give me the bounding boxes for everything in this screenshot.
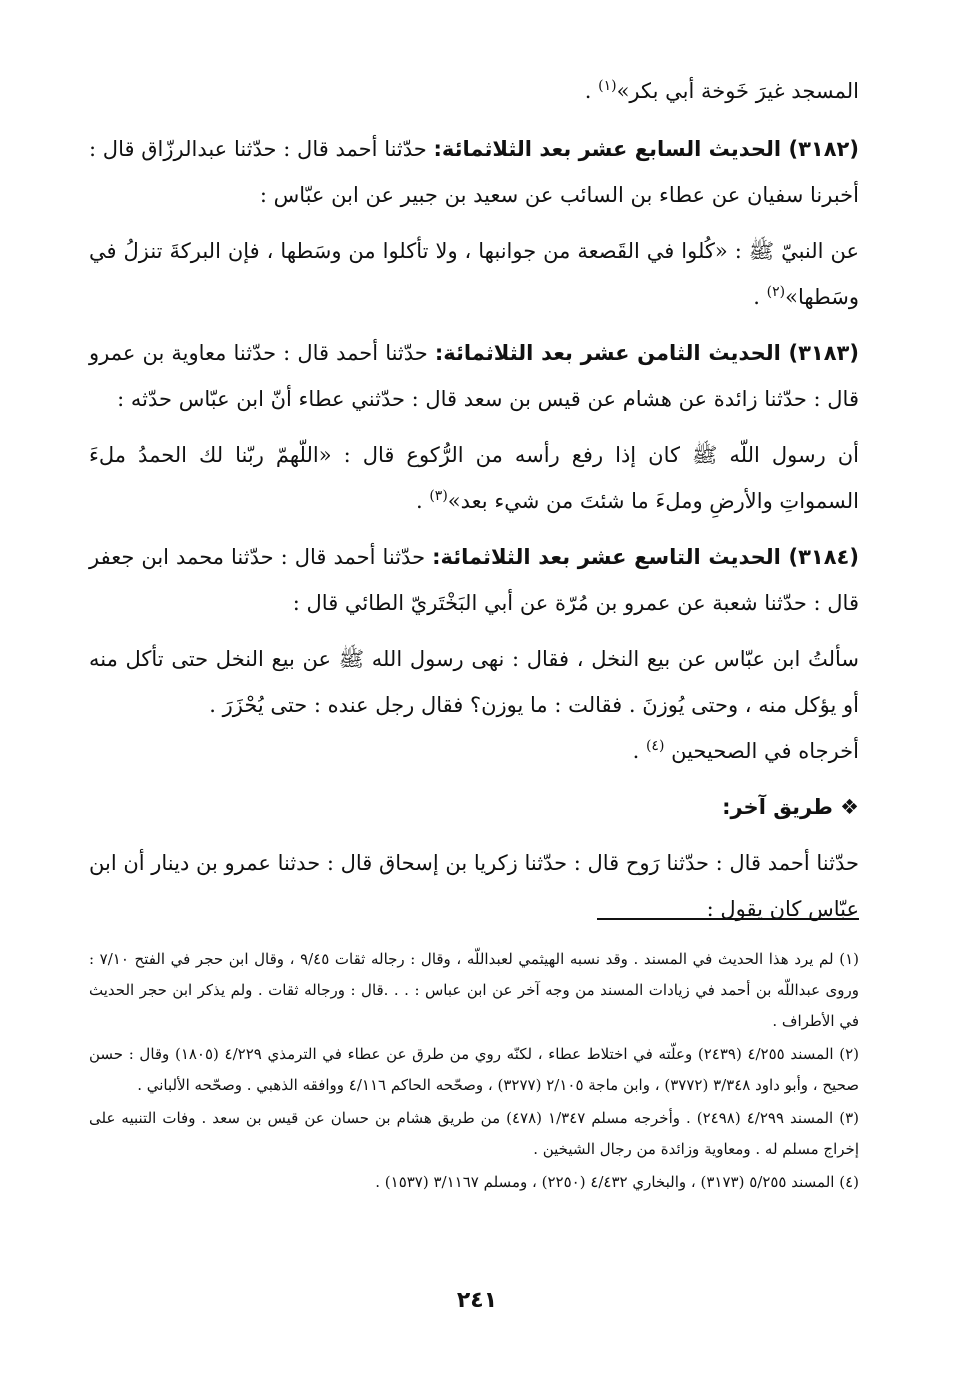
subheading-another-route: ❖ طريق آخر:: [722, 795, 859, 819]
footnote-4: (٤) المسند ٥/٢٥٥ (٣١٧٣) ، والبخاري ٤/٤٣٢ (٢٢٥٠) ، ومسلم ٣/١١٦٧ (١٥٣٧) .: [375, 1173, 859, 1191]
footnote-ref-2[interactable]: (٢): [766, 284, 786, 300]
footnote-1: (١) لم يرد هذا الحديث في المسند . وقد نسبه الهيثمي لعبداللّه ، وقال : رجاله ثقات ٩/٤٥ ، وقال ابن حجر في الفتح ٧/١٠ : وروى عبداللّه بن أحمد في زيادات المسند من وجه آخر عن ابن عباس : . . .قال : ورجاله ثقات . ولم يذكر ابن حجر الحديث في الأطراف .: [89, 950, 859, 1030]
hadith-3184-takhrij: أخرجاه في الصحيحين $^{(٤)}$ .: [632, 738, 859, 763]
main-text: [89, 68, 859, 942]
hadith-3184-isnad: (٣١٨٤) الحديث التاسع عشر بعد الثلاثمائة: حدّثنا أحمد قال : حدّثنا محمد ابن جعفر قال : حدّثنا شعبة عن عمرو بن مُرّة عن أبي البَخْتَريّ الطائي قال :: [89, 545, 859, 615]
hadith-3182-heading: (٣١٨٢) الحديث السابع عشر بعد الثلاثمائة:: [433, 137, 859, 161]
page-number: ٢٤١: [456, 1288, 498, 1313]
hadith-3183-isnad: (٣١٨٣) الحديث الثامن عشر بعد الثلاثمائة: حدّثنا أحمد قال : حدّثنا معاوية بن عمرو قال : حدّثنا زائدة عن هشام عن قيس بن سعد قال : حدّثني عطاء أنّ ابن عبّاس حدّثه :: [89, 341, 859, 411]
paragraph-another-route: حدّثنا أحمد قال : حدّثنا رَوح قال : حدّثنا زكريا بن إسحاق قال : حدثنا عمرو بن دينار أن ابن عبّاس كان يقول :: [89, 851, 859, 921]
hadith-3184-heading: (٣١٨٤) الحديث التاسع عشر بعد الثلاثمائة:: [432, 545, 859, 569]
footnote-ref-1[interactable]: (١): [598, 78, 617, 94]
footnote-ref-3[interactable]: (٣): [429, 488, 448, 504]
footnote-2: (٢) المسند ٤/٢٥٥ (٢٤٣٩) وعلّته في اختلاط عطاء ، لكنّه روي من طرق عن عطاء في الترمذي ٤/٢٢٩ (١٨٠٥) وقال : حسن صحيح ، وأبو داود ٣/٣٤٨ (٣٧٧٢) ، وابن ماجة ٢/١٠٥ (٣٢٧٧) ، وصحّحه الحاكم ٤/١١٦ ووافقه الذهبي . وصحّحه الألباني .: [89, 1045, 859, 1094]
footnote-3: (٣) المسند ٤/٢٩٩ (٢٤٩٨) . وأخرجه مسلم ١/٣٤٧ (٤٧٨) من طريق هشام بن حسان عن قيس بن سعد . وفات التنبيه على إخراج مسلم له . ومعاوية وزائدة من رجال الشيخين .: [89, 1109, 860, 1158]
footnote-divider: [597, 918, 859, 920]
footnotes: [89, 944, 859, 1200]
hadith-3182-matn: عن النبيّ ﷺ : «كُلوا في القَصعة من جوانبها ، ولا تأكلوا من وسَطها ، فإن البركةَ تنزلُ في وسَطها»$^{(٢)}$ .: [89, 239, 859, 309]
paragraph-continuation: المسجد غيرَ خَوخة أبي بكر»$^{(١)}$ .: [584, 78, 859, 103]
footnote-ref-4[interactable]: (٤): [645, 738, 665, 754]
hadith-3184-matn: سألتُ ابن عبّاس عن بيع النخل ، فقال : نهى رسول الله ﷺ عن بيع النخل حتى تأكل منه أو يؤكل منه ، وحتى يُوزنَ . فقالت : ما يوزن؟ فقال رجل عنده : حتى يُحْزَرَ .: [89, 647, 859, 717]
hadith-3183-heading: (٣١٨٣) الحديث الثامن عشر بعد الثلاثمائة:: [434, 341, 859, 365]
hadith-3182-isnad: (٣١٨٢) الحديث السابع عشر بعد الثلاثمائة: حدّثنا أحمد قال : حدّثنا عبدالرزّاق قال : أخبرنا سفيان عن عطاء بن السائب عن سعيد بن جبير عن ابن عبّاس :: [89, 137, 859, 207]
hadith-3183-matn: أن رسول اللّه ﷺ كان إذا رفع رأسه من الرُّكوع قال : «اللّهمّ ربّنا لك الحمدُ ملءَ السمواتِ والأرضِ وملءَ ما شئتَ من شيء بعد»$^{(٣)}$ .: [89, 443, 859, 513]
